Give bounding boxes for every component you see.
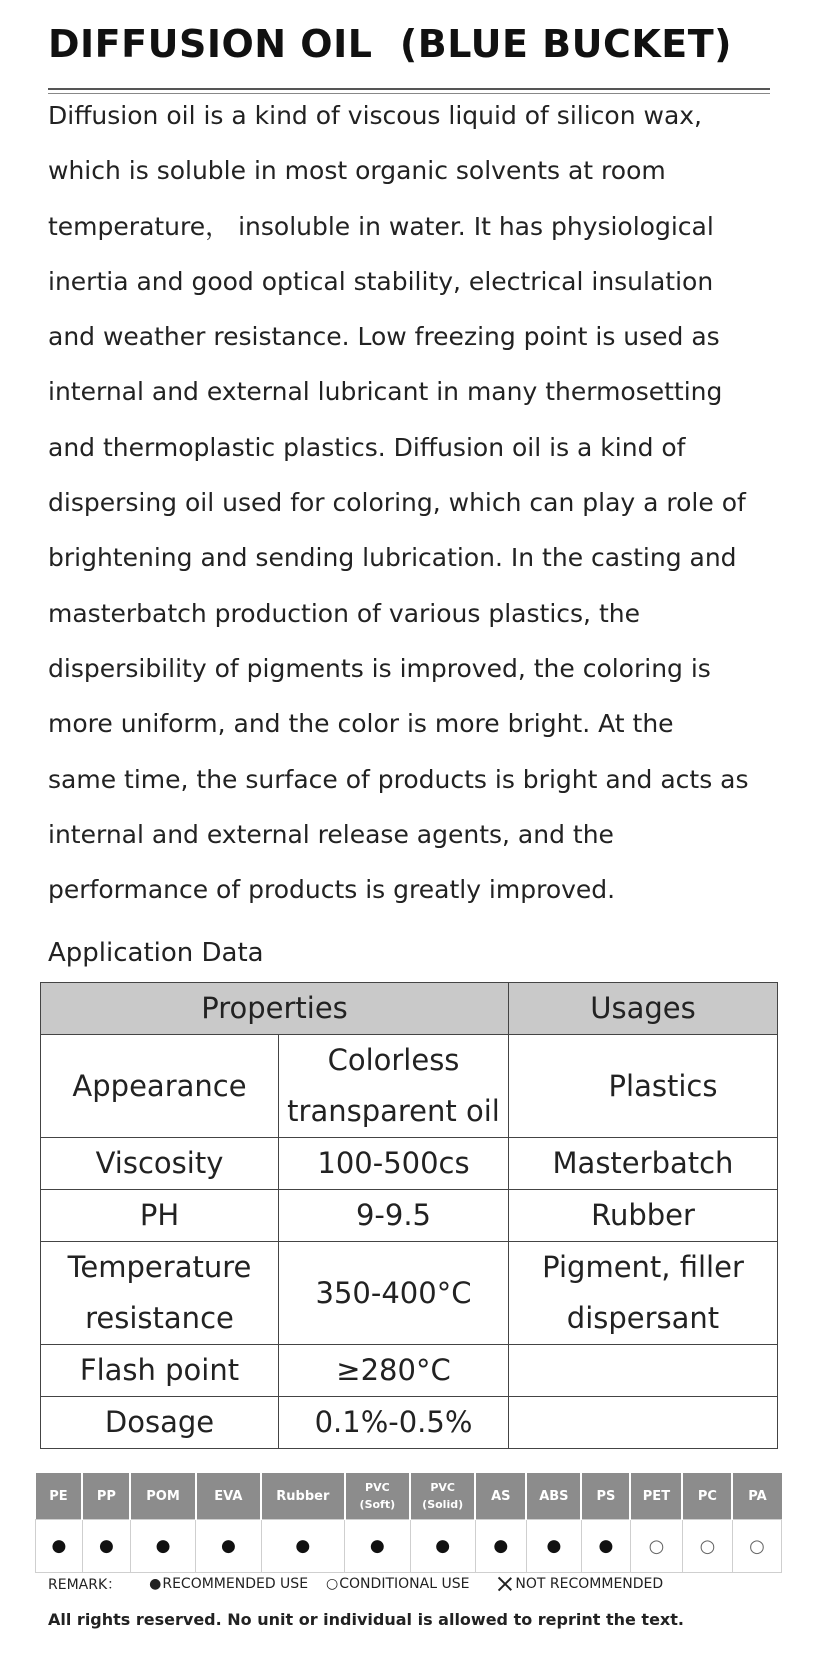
material-name: PET [642, 1488, 671, 1504]
property-value-cell [279, 1138, 509, 1190]
material-name: (Soft) [359, 1498, 396, 1511]
recommended-use-mark: ● [526, 1520, 581, 1573]
property-value: 0.1%-0.5% [314, 1405, 473, 1439]
description-line: dispersing oil used for coloring, which can play a role of [48, 488, 746, 518]
property-row [41, 1138, 778, 1190]
description-line: dispersibility of pigments is improved, the coloring is [48, 653, 711, 683]
application-data-label: Application Data [48, 938, 264, 968]
conditional-use-label: CONDITIONAL USE [339, 1576, 470, 1592]
material-name: AS [491, 1488, 511, 1504]
description-line: and thermoplastic plastics. Diffusion oil is a kind of [48, 432, 686, 462]
properties-table [40, 982, 778, 1449]
material-header [410, 1473, 475, 1520]
property-name: Viscosity [95, 1146, 224, 1180]
properties-header-row [41, 983, 778, 1035]
recommended-use-mark: ● [581, 1520, 630, 1573]
product-description [48, 88, 788, 917]
property-name-cell [41, 1242, 279, 1345]
property-value: transparent oil [287, 1094, 500, 1128]
recommended-use-mark: ● [475, 1520, 526, 1573]
material-name: (Solid) [422, 1498, 464, 1511]
usage-cell [509, 1345, 778, 1397]
usage-value: Pigment, filler [542, 1250, 744, 1284]
property-name-cell [41, 1138, 279, 1190]
description-line: performance of products is greatly improved. [48, 875, 616, 905]
material-header [581, 1473, 630, 1520]
material-name: ABS [539, 1488, 569, 1504]
material-header [630, 1473, 682, 1520]
recommended-use-mark: ● [36, 1520, 83, 1573]
property-name: Temperature [67, 1250, 252, 1284]
description-line: masterbatch production of various plastics, the [48, 598, 640, 628]
usage-value: dispersant [566, 1301, 720, 1335]
property-name-cell [41, 1345, 279, 1397]
material-name: EVA [214, 1488, 243, 1504]
description-line: internal and external lubricant in many thermosetting [48, 377, 723, 407]
property-value: Colorless [327, 1043, 460, 1077]
property-value-cell [279, 1035, 509, 1138]
material-name: PP [96, 1488, 116, 1504]
property-value-cell [279, 1242, 509, 1345]
recommended-use-label: RECOMMENDED USE [162, 1576, 309, 1592]
usage-cell [509, 1242, 778, 1345]
material-compatibility-table [35, 1473, 782, 1573]
filled-circle-icon: ● [149, 1576, 162, 1592]
usage-value: Plastics [608, 1068, 718, 1103]
property-name: resistance [85, 1301, 234, 1335]
material-name: PVC [365, 1481, 390, 1494]
material-usage-row [36, 1520, 782, 1573]
property-value: 350-400°C [315, 1275, 472, 1310]
description-line: which is soluble in most organic solvents at room [48, 156, 666, 186]
material-name: PA [748, 1488, 767, 1504]
material-name: PVC [430, 1481, 455, 1494]
property-row [41, 1190, 778, 1242]
page-title: DIFFUSION OIL (BLUE BUCKET) [48, 22, 733, 66]
property-value: 100-500cs [317, 1146, 470, 1180]
property-name: Flash point [79, 1353, 240, 1387]
remark-label: REMARK： [48, 1577, 122, 1593]
usage-cell [509, 1035, 778, 1138]
material-header [196, 1473, 261, 1520]
description-line: and weather resistance. Low freezing point is used as [48, 322, 720, 352]
material-header [82, 1473, 130, 1520]
property-name-cell [41, 1397, 279, 1449]
description-line: internal and external release agents, and the [48, 819, 614, 849]
description-line: more uniform, and the color is more bright. At the [48, 709, 674, 739]
recommended-use-mark: ● [410, 1520, 475, 1573]
property-row [41, 1345, 778, 1397]
conditional-use-mark: ○ [682, 1520, 732, 1573]
property-value-cell [279, 1397, 509, 1449]
material-header [130, 1473, 195, 1520]
conditional-use-mark: ○ [630, 1520, 682, 1573]
copyright-notice: All rights reserved. No unit or individual is allowed to reprint the text. [48, 1610, 684, 1629]
recommended-use-mark: ● [261, 1520, 345, 1573]
description-line: inertia and good optical stability, electrical insulation [48, 266, 714, 296]
usage-cell [509, 1190, 778, 1242]
property-value-cell [279, 1190, 509, 1242]
property-value: 9-9.5 [355, 1198, 432, 1232]
usage-value: Masterbatch [552, 1146, 734, 1180]
conditional-use-mark: ○ [732, 1520, 781, 1573]
property-value: ≥280°C [336, 1353, 451, 1387]
description-line: brightening and sending lubrication. In the casting and [48, 543, 737, 573]
property-name-cell [41, 1190, 279, 1242]
material-header [732, 1473, 781, 1520]
property-name: Appearance [72, 1068, 247, 1103]
property-row [41, 1242, 778, 1345]
material-header [475, 1473, 526, 1520]
cross-icon [497, 1576, 513, 1592]
property-row [41, 1397, 778, 1449]
usage-cell [509, 1397, 778, 1449]
property-name: PH [139, 1198, 180, 1232]
property-row [41, 1035, 778, 1138]
usages-header: Usages [509, 983, 778, 1035]
usage-cell [509, 1138, 778, 1190]
properties-header: Properties [41, 983, 509, 1035]
material-header-row [36, 1473, 782, 1520]
description-line: same time, the surface of products is bright and acts as [48, 764, 749, 794]
material-name: PE [49, 1488, 68, 1504]
hollow-circle-icon: ○ [326, 1576, 339, 1592]
property-value-cell [279, 1345, 509, 1397]
material-name: PS [596, 1488, 616, 1504]
recommended-use-mark: ● [196, 1520, 261, 1573]
usage-value: Rubber [591, 1198, 695, 1232]
property-name: Dosage [104, 1405, 215, 1439]
recommended-use-mark: ● [345, 1520, 410, 1573]
material-name: POM [146, 1488, 180, 1504]
material-header [526, 1473, 581, 1520]
material-header [682, 1473, 732, 1520]
description-line: temperature， insoluble in water. It has physiological [48, 211, 714, 241]
description-line: Diffusion oil is a kind of viscous liquid of silicon wax, [48, 101, 703, 130]
material-header [345, 1473, 410, 1520]
material-header [261, 1473, 345, 1520]
property-name-cell [41, 1035, 279, 1138]
not-recommended-label: NOT RECOMMENDED [515, 1576, 664, 1592]
material-name: Rubber [276, 1488, 330, 1504]
recommended-use-mark: ● [82, 1520, 130, 1573]
material-name: PC [697, 1488, 717, 1504]
remark-legend [48, 1574, 663, 1594]
material-header [36, 1473, 83, 1520]
recommended-use-mark: ● [130, 1520, 195, 1573]
